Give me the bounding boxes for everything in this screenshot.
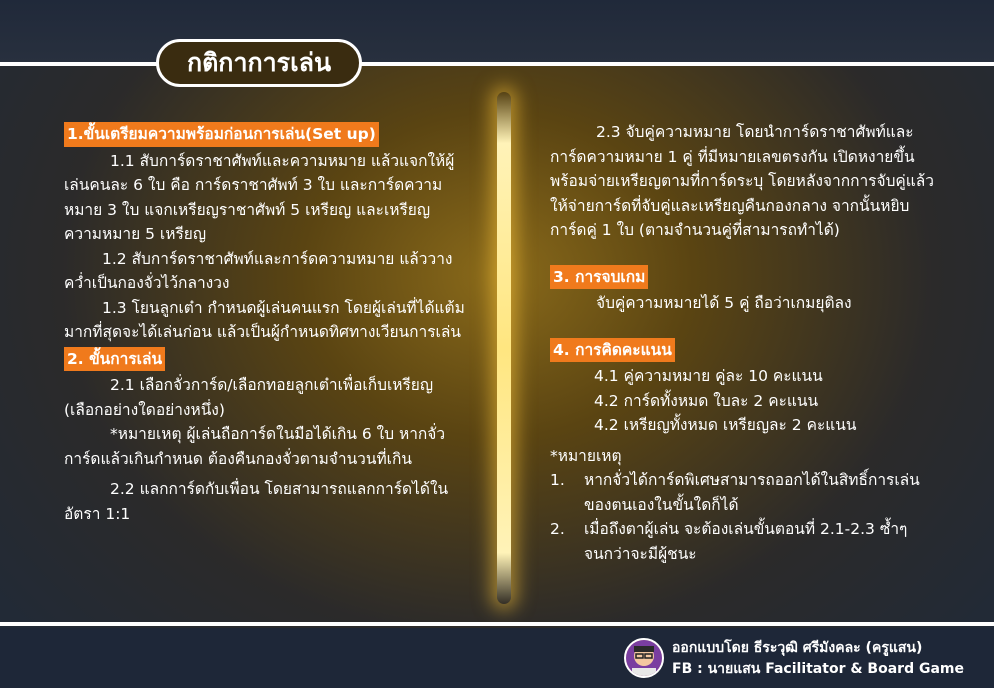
designer-avatar: [624, 638, 664, 678]
left-column: [64, 120, 468, 526]
avatar-portrait-icon: [626, 640, 662, 676]
note-item-1-text: หากจั่วได้การ์ดพิเศษสามารถออกได้ในสิทธิ์การเล่นของตนเองในขั้นใดก็ได้: [584, 471, 920, 514]
rule-2-2: 2.2 แลกการ์ดกับเพื่อน โดยสามารถแลกการ์ดได้ในอัตรา 1:1: [64, 480, 449, 523]
rule-1-3: 1.3 โยนลูกเต๋า กำหนดผู้เล่นคนแรก โดยผู้เล่นที่ได้แต้มมากที่สุดจะได้เล่นก่อน แล้วเป็นผู้กำหนดทิศทางเวียนการเล่น: [64, 298, 465, 341]
section2-heading: 2. ขั้นการเล่น: [64, 347, 165, 372]
note-item-2-number: 2.: [550, 520, 565, 538]
designer-credit: ออกแบบโดย ธีระวุฒิ ศรีมังคละ (ครูแสน): [672, 640, 923, 656]
rule-2-3: 2.3 จับคู่ความหมาย โดยนำการ์ดราชาศัพท์และการ์ดความหมาย 1 คู่ ที่มีหมายเลขตรงกัน เปิดหงายขึ้น พร้อมจ่ายเหรียญตามที่การ์ดระบุ โดยหลังจากการจับคู่แล้วให้จ่ายการ์ดที่จับคู่และเหรียญคืนกองกลาง จากนั้นหยิบการ์ดคู่ 1 ใบ (ตามจำนวนคู่ที่สามารถทำได้): [550, 123, 934, 239]
top-divider: [0, 62, 994, 66]
rule-4-1: 4.1 คู่ความหมาย คู่ละ 10 คะแนน: [594, 367, 823, 385]
section1-heading: 1.ขั้นเตรียมความพร้อมก่อนการเล่น(Set up): [64, 122, 379, 147]
bottom-divider: [0, 622, 994, 626]
rule-3-text: จับคู่ความหมายได้ 5 คู่ ถือว่าเกมยุติลง: [596, 294, 852, 312]
rule-4-2: 4.2 การ์ดทั้งหมด ใบละ 2 คะแนน: [594, 391, 819, 410]
top-band: [0, 0, 994, 64]
rule-2-1: 2.1 เลือกจั่วการ์ด/เลือกทอยลูกเต๋าเพื่อเก็บเหรียญ (เลือกอย่างใดอย่างหนึ่ง): [64, 376, 434, 419]
rule-1-1: 1.1 สับการ์ดราชาศัพท์และความหมาย แล้วแจกให้ผู้เล่นคนละ 6 ใบ คือ การ์ดราชาศัพท์ 3 ใบ และการ์ดความหมาย 3 ใบ แจกเหรียญราชาศัพท์ 5 เหรียญ และเหรียญความหมาย 5 เหรียญ: [64, 151, 455, 243]
note-item-1: [550, 468, 944, 517]
page-title: กติกาการเล่น: [156, 39, 362, 87]
center-glow-divider: [497, 92, 511, 604]
note-heading: *หมายเหตุ: [550, 446, 622, 465]
note-item-2-text: เมื่อถึงตาผู้เล่น จะต้องเล่นขั้นตอนที่ 2.1-2.3 ซ้ำๆ จนกว่าจะมีผู้ชนะ: [584, 520, 908, 563]
right-column: [550, 120, 944, 566]
rule-4-3: 4.2 เหรียญทั้งหมด เหรียญละ 2 คะแนน: [594, 416, 857, 434]
facebook-credit: FB : นายแสน Facilitator & Board Game: [672, 661, 964, 677]
note-item-1-number: 1.: [550, 471, 565, 489]
rule-2-note: *หมายเหตุ ผู้เล่นถือการ์ดในมือได้เกิน 6 ใบ หากจั่วการ์ดแล้วเกินกำหนด ต้องคืนกองจั่วตามจำนวนที่เกิน: [64, 425, 446, 468]
section3-heading: 3. การจบเกม: [550, 265, 648, 290]
note-item-2: [550, 517, 944, 566]
rule-1-2: 1.2 สับการ์ดราชาศัพท์และการ์ดความหมาย แล้ววางคว่ำเป็นกองจั่วไว้กลางวง: [64, 249, 453, 292]
section4-heading: 4. การคิดคะแนน: [550, 338, 675, 363]
